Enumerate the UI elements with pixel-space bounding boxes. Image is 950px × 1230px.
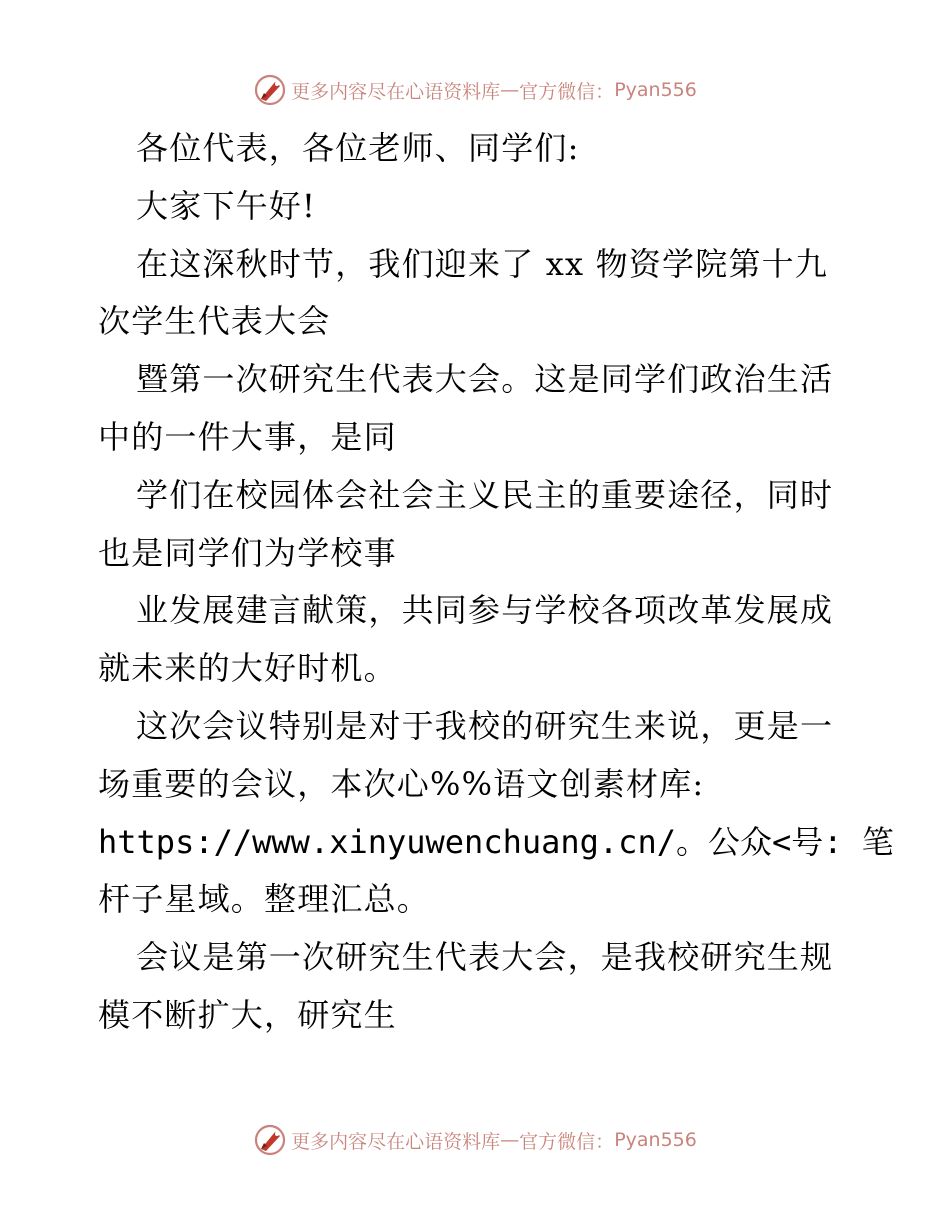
text-line: 在这深秋时节，我们迎来了 xx 物资学院第十九 xyxy=(136,244,829,283)
banner-wechat-id: Pyan556 xyxy=(614,79,697,101)
text-line: 大家下午好! xyxy=(136,186,317,225)
text-line: 暨第一次研究生代表大会。这是同学们政治生活 xyxy=(136,360,834,399)
text-line: 次学生代表大会 xyxy=(98,302,331,341)
speech-body xyxy=(98,120,894,1045)
text-line: 中的一件大事，是同 xyxy=(98,417,397,456)
banner-site-text: 更多内容尽在心语资料库 xyxy=(291,1130,501,1153)
text-line: 也是同学们为学校事 xyxy=(98,533,397,572)
banner-dash: — xyxy=(500,79,520,101)
text-line: 场重要的会议，本次心%%语文创素材库: xyxy=(98,764,705,803)
text-line-url: https://www.xinyuwenchuang.cn/。公众<号: 笔 xyxy=(98,822,894,861)
pen-nib-logo-icon xyxy=(253,1123,287,1157)
text-line: 这次会议特别是对于我校的研究生来说，更是一 xyxy=(136,706,834,745)
banner-wechat-label: 官方微信： xyxy=(519,80,615,103)
text-line: 杆子星域。整理汇总。 xyxy=(98,880,431,919)
header-watermark-banner xyxy=(0,70,950,110)
text-line: 业发展建言献策，共同参与学校各项改革发展成 xyxy=(136,591,834,630)
text-line: 学们在校园体会社会主义民主的重要途径，同时 xyxy=(136,475,834,514)
text-line: 各位代表，各位老师、同学们: xyxy=(136,129,580,167)
banner-wechat-id: Pyan556 xyxy=(614,1129,697,1151)
banner-wechat-label: 官方微信： xyxy=(519,1130,615,1153)
text-line: 就未来的大好时机。 xyxy=(98,649,397,688)
banner-site-text: 更多内容尽在心语资料库 xyxy=(291,80,501,103)
text-line: 会议是第一次研究生代表大会，是我校研究生规 xyxy=(136,938,834,977)
text-line: 模不断扩大，研究生 xyxy=(98,995,397,1034)
banner-dash: — xyxy=(500,1129,520,1151)
footer-watermark-banner xyxy=(0,1120,950,1160)
pen-nib-logo-icon xyxy=(253,73,287,107)
